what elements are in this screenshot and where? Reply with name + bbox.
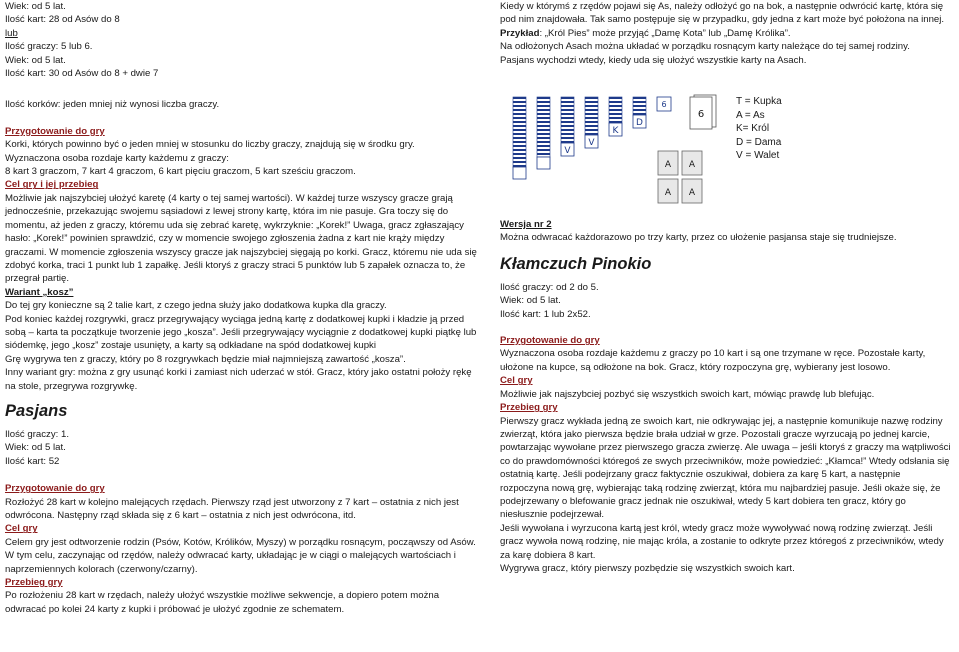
ace-letter: A [688,160,696,171]
pinokio-goal-heading: Cel gry [500,375,533,387]
example-label: Przykład [500,27,540,39]
pasjans-flow-heading: Przebieg gry [5,577,63,589]
ace-letter: A [664,160,672,171]
tableau-column-1 [513,97,526,179]
card-k: K [612,126,619,137]
tableau-column-4 [585,97,598,148]
pasjans-flow-text: Po rozłożeniu 28 kart w rzędach, należy ułożyć wszystkie możliwe sekwencje, a dopiero potem można odwracać po kolei 24 karty z kupki i próbować je ułożyć zgodnie ze schematem. [5,590,440,615]
card-face [537,157,550,169]
stacked-cards [537,97,550,157]
pinokio-info: Ilość graczy: od 2 do 5. [500,281,599,293]
prep-text: 8 kart 3 graczom, 7 kart 4 graczom, 6 kart pięciu graczom, 5 kart sześciu graczom. [5,166,356,178]
prep-text: Wyznaczona osoba rozdaje karty każdemu z graczy: [5,152,229,164]
ace-letter: A [688,188,696,199]
stacked-cards [633,97,646,115]
tableau-column-7 [657,97,671,111]
prep-heading: Przygotowanie do gry [5,125,105,137]
stacked-cards [513,97,526,167]
solitaire-diagram [508,93,728,218]
tableau-column-3 [561,97,574,156]
pinokio-flow-text: Pierwszy gracz wykłada jedną ze swoich kart, nie odkrywając jej, a następnie komunikuje nazwę rodziny zwierząt, która jako pierwsza będzie brała udział w grze. Pozostali gracze wyrzucają po jednej karcie, powtarzając wywołane przez pierwszego gracza zwierzę. Ale uwaga – jeśli ktoryś z graczy ma wątpliwości co do prawdomówności któregoś ze swych przeciwników, może powiedzieć: „Kłamca!” Wtedy odsłania się ostatnią kartę. Jeśli podejrzany gracz faktycznie oszukiwał, dobiera za karę 5 kart, a następnie rozpoczyna nową grę, wybierając taką rodzinę zwierząt, która mu najbardziej pasuje. Jeśli okaże się, że podejrzewany o blefowanie gracz jednak nie oszukiwał, wtedy 5 kart dobiera ten gracz, który go niesłusznie podejrzewał. [500,415,951,521]
ace-stack-text: Na odłożonych Asach można układać w porządku rosnącym karty należące do tej samej rodziny. [500,41,910,53]
legend-item: V = Walet [736,150,780,162]
legend-item: K= Król [736,123,770,135]
pasjans-goal-text: Celem gry jest odtworzenie rodzin (Psów, Kotów, Królików, Myszy) w porządku rosnącym, począwszy od Asów. W tym celu, zaczynając od rzędów, należy odwracać karty, układając je w ciągi o malejących wartościach i naprzemiennych kolorach (czerwony/czarny). [5,536,476,575]
intro-line: Wiek: od 5 lat. [5,1,66,12]
pasjans-info: Ilość graczy: 1. [5,428,69,440]
left-column [5,0,477,616]
win-condition-text: Pasjans wychodzi wtedy, kiedy uda się ułożyć wszystkie karty na Asach. [500,54,807,66]
pasjans-title: Pasjans [5,401,68,420]
pinokio-title: Kłamczuch Pinokio [500,254,652,273]
pinokio-info: Ilość kart: 1 lub 2x52. [500,308,591,320]
version-text: Można odwracać każdorazowo po trzy karty, przez co ułożenie pasjansa staje się trudniejsze. [500,232,897,244]
stock-pile [690,95,716,129]
pinokio-goal-text: Możliwie jak najszybciej pozbyć się wszystkich swoich kart, mówiąc prawdę lub blefując. [500,388,875,400]
pasjans-goal-heading: Cel gry [5,523,38,535]
stacked-cards [609,97,622,123]
pinokio-prep-heading: Przygotowanie do gry [500,335,600,347]
pasjans-prep-text: Rozłożyć 28 kart w kolejno malejących rzędach. Pierwszy rząd jest utworzony z 7 kart – ostatnia z nich jest odwrócona. Następny rząd składa się z 6 kart – ostatnia z nich jest odwrócona, itd. [5,496,459,521]
intro-line: Ilość kart: 28 od Asów do 8 [5,14,120,26]
card-six: 6 [697,109,705,121]
example-line [500,27,952,40]
version-heading: Wersja nr 2 [500,219,552,231]
example-text: : „Król Pies” może przyjąć „Damę Kota” lub „Damę Królika”. [539,27,791,39]
card-six-small: 6 [661,100,667,110]
pinokio-flow-text: Wygrywa gracz, który pierwszy pozbędzie się wszystkich swoich kart. [500,562,795,574]
intro-line: Ilość kart: 30 od Asów do 8 + dwie 7 [5,68,159,80]
variant-text: Pod koniec każdej rozgrywki, gracz przegrywający wyciąga jedną kartę z dodatkowej kupki i kładzie ją przed sobą – karta ta początkuje tworzenie jego „kosza”. Jeśli przegrywający wyciągnie z dodatkowej kupki piątkę lub siódemkę, jego „kosz” zostaje usunięty, a karty są odkładane na spód dodatkowej kupki [5,313,477,352]
pinokio-flow-text: Jeśli wywołana i wyrzucona kartą jest król, wtedy gracz może wywoływać nową rodzinę zwierząt. Jeśli gracz wywoła nową rodzinę, nie mając króla, a zostanie to odkryte przez któregoś z przeciwników, wtedy za karę dobiera 8 kart. [500,522,944,561]
goal-text: Możliwie jak najszybciej ułożyć karetę (4 karty o tej samej wartości). W każdej turze wszyscy gracze grają jednocześnie, przekazując swojemu sąsiadowi z lewej strony kartę, która im nie pasuje. Gra toczy się do momentu, aż jeden z graczy, któremu uda się zebrać karetę, wykrzyknie: „Korek!” Uwaga, gracz zgłaszający hasło: „Korek!” powinien sprawdzić, czy w momencie swojego zgłoszenia żadna z kart nie krąży między graczami. W momencie zgłoszenia wszyscy gracze jak najszybciej sięgają po korki. Gracz, któremu nie uda się zdobyć korka, traci 1 punkt lub 1 zapałkę. Jeśli ktoryś z graczy straci 5 punktów lub 5 zapałek oznacza to, że przegrał partię. [5,192,477,285]
stacked-cards [561,97,574,143]
goal-heading: Cel gry i jej przebieg [5,179,99,191]
intro-line: Ilość graczy: 5 lub 6. [5,41,93,53]
pinokio-prep-text: Wyznaczona osoba rozdaje każdemu z graczy po 10 kart i są one trzymane w ręce. Pozostałe karty, ułożone na kupce, są odłożone na bok. Gracz, który rozpoczyna grę, wybierany jest losowo. [500,348,926,373]
pasjans-prep-heading: Przygotowanie do gry [5,483,105,495]
card-legend [736,95,782,163]
tableau-column-6 [633,97,646,128]
corks-line: Ilość korków: jeden mniej niż wynosi liczba graczy. [5,99,220,111]
variant-heading: Wariant „kosz” [5,286,74,298]
card-v: V [588,138,595,149]
variant-text: Inny wariant gry: można z gry usunąć korki i zamiast nich uderzać w stół. Gracz, który jako ostatni położy rękę na stole, przegrywa rozgrywkę. [5,367,472,392]
tableau-column-5 [609,97,622,136]
aces-foundation [658,151,702,203]
card-d: D [636,118,643,129]
solitaire-layout-figure [508,93,952,218]
pasjans-info: Ilość kart: 52 [5,455,60,467]
right-column [500,0,952,575]
card-face [513,167,526,179]
intro-or: lub [5,27,18,39]
legend-item: A = As [736,109,765,121]
tableau-column-2 [537,97,550,169]
card-v: V [564,146,571,157]
ace-rule-text: Kiedy w którymś z rzędów pojawi się As, należy odłożyć go na bok, a następnie odwrócić kartę, która się pod nim znajdowała. Tak samo postępuje się w przypadku, gdy jedna z kart może być położona na innej. [500,1,945,26]
legend-item: T = Kupka [736,96,782,108]
intro-line: Wiek: od 5 lat. [5,54,66,66]
legend-item: D = Dama [736,136,782,148]
variant-text: Grę wygrywa ten z graczy, który po 8 rozgrywkach będzie miał najmniejszą zawartość „kosza”. [5,353,406,365]
pinokio-flow-heading: Przebieg gry [500,402,558,414]
variant-text: Do tej gry konieczne są 2 talie kart, z czego jedna służy jako dodatkowa kupka dla graczy. [5,300,387,312]
pasjans-info: Wiek: od 5 lat. [5,442,66,454]
intro-block [5,0,477,80]
stacked-cards [585,97,598,135]
pinokio-info: Wiek: od 5 lat. [500,295,561,307]
ace-letter: A [664,188,672,199]
prep-text: Korki, których powinno być o jeden mniej w stosunku do liczby graczy, znajdują się w środku gry. [5,139,415,151]
